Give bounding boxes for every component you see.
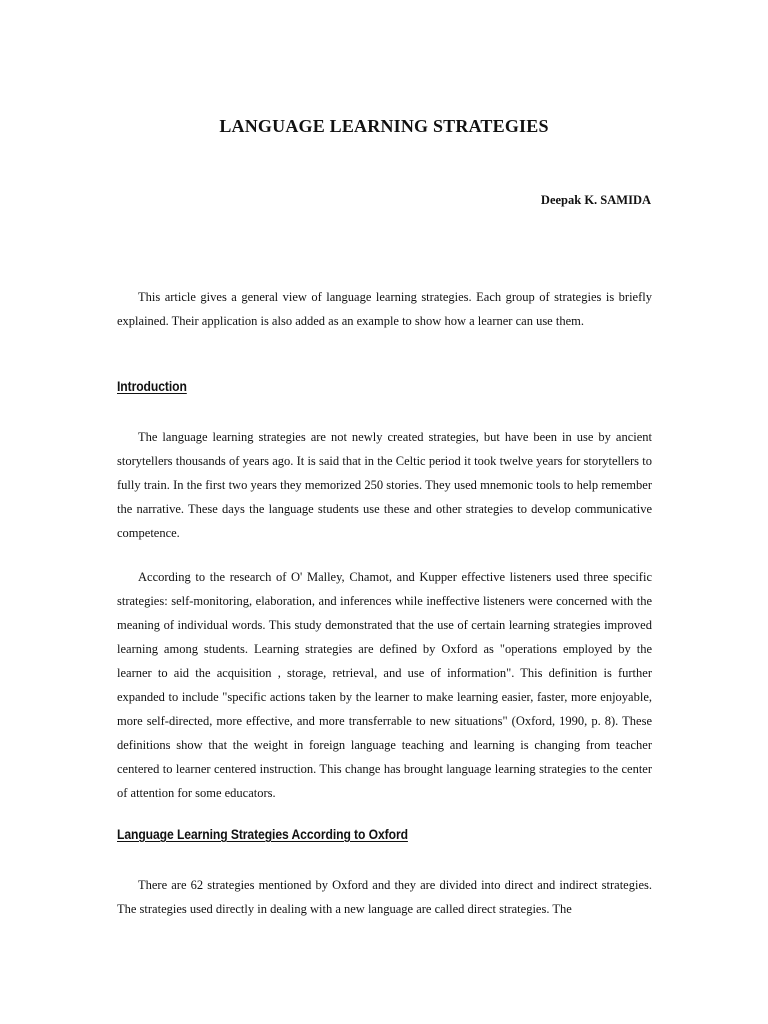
introduction-heading: Introduction (117, 379, 187, 394)
introduction-paragraph-2: According to the research of O' Malley, Chamot, and Kupper effective listeners used three specific strategies: self-monitoring, elaboration, and inferences while ineffective listeners were concerned with the meaning of individual words. This study demonstrated that the use of certain learning strategies improved learning among students. Learning strategies are defined by Oxford as "operations employed by the learner to aid the acquisition , storage, retrieval, and use of information". This definition is further expanded to include "specific actions taken by the learner to make learning easier, faster, more enjoyable, more self-directed, more effective, and more transferrable to new situations" (Oxford, 1990, p. 8). These definitions show that the weight in foreign language teaching and learning is changing from teacher centered to learner centered instruction. This change has brought language learning strategies to the center of attention for some educators. (117, 570, 652, 800)
abstract-paragraph: This article gives a general view of language learning strategies. Each group of strategies is briefly explained. Their application is also added as an example to show how a learner can use them. (117, 290, 652, 328)
oxford-strategies-heading: Language Learning Strategies According to Oxford (117, 827, 408, 842)
article-title: LANGUAGE LEARNING STRATEGIES (219, 116, 549, 136)
oxford-strategies-paragraph-1: There are 62 strategies mentioned by Oxford and they are divided into direct and indirect strategies. The strategies used directly in dealing with a new language are called direct strategies. The (117, 878, 652, 916)
introduction-paragraph-1: The language learning strategies are not newly created strategies, but have been in use by ancient storytellers thousands of years ago. It is said that in the Celtic period it took twelve years for storytellers to fully train. In the first two years they memorized 250 stories. They used mnemonic tools to help remember the narrative. These days the language students use these and other strategies to develop communicative competence. (117, 430, 652, 540)
article-author: Deepak K. SAMIDA (540, 193, 651, 207)
